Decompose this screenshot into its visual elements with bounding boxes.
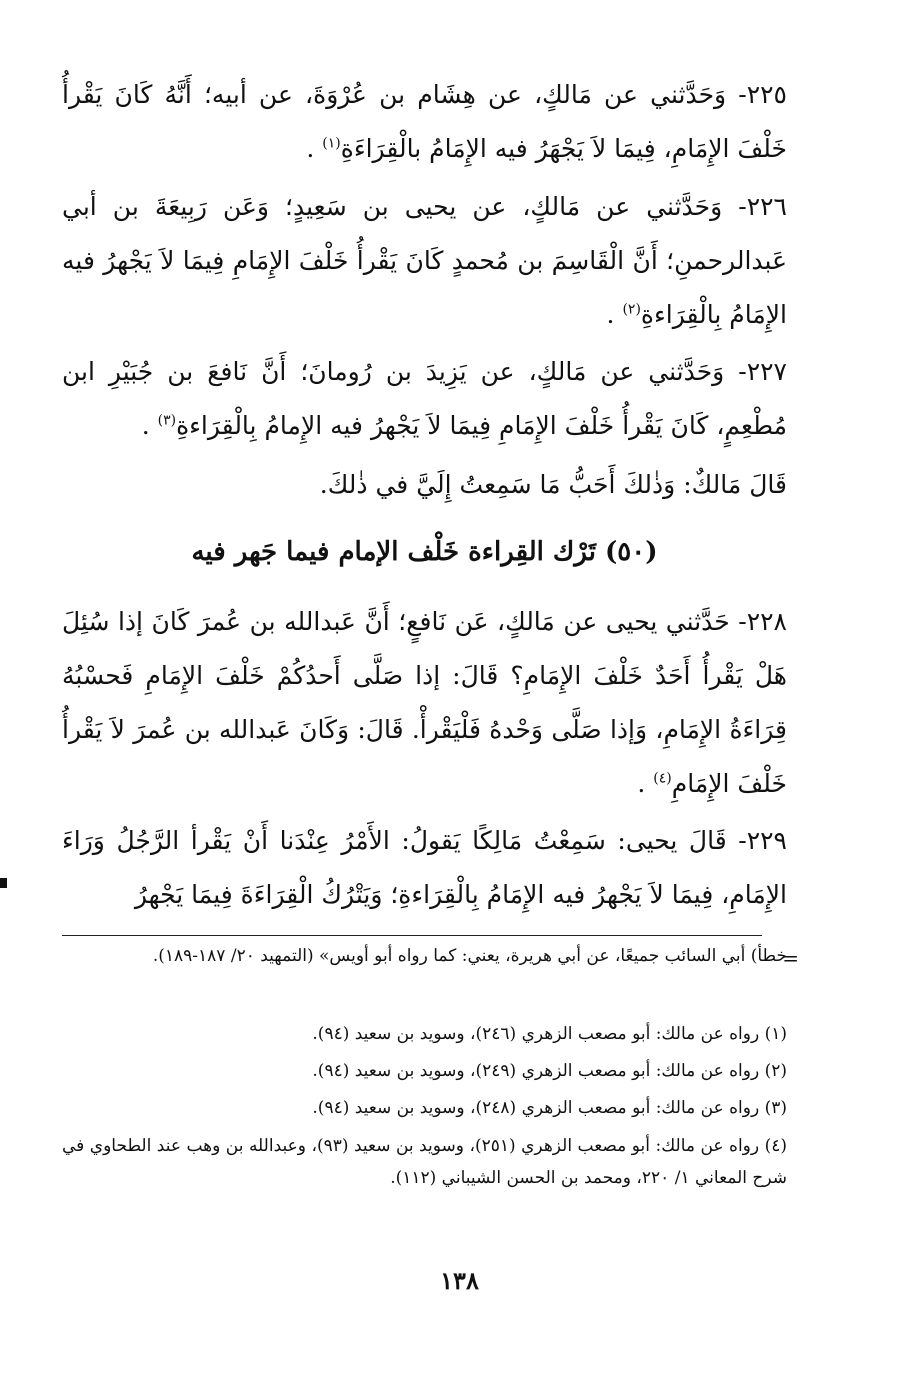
chapter-heading: (٥٠) تَرْك القِراءة خَلْف الإمام فيما جَهر فيه (191, 537, 658, 567)
hadith-228-end: . (637, 769, 654, 798)
footnote-continuation: خطأ) أبي السائب جميعًا، عن أبي هريرة، يعني: كما رواه أبو أويس» (التمهيد ٢٠/ ١٨٧-١٨٩). (152, 946, 787, 966)
hadith-225 (62, 68, 787, 176)
footnote-divider (62, 935, 762, 936)
malik-comment (62, 458, 787, 512)
footnote-3: (٣) رواه عن مالك: أبو مصعب الزهري (٢٤٨)، وسويد بن سعيد (٩٤). (312, 1098, 787, 1118)
margin-mark (0, 878, 7, 888)
hadith-229 (62, 814, 787, 922)
hadith-228-text: ٢٢٨- حَدَّثني يحيى عن مَالكٍ، عَن نَافعٍ؛ أَنَّ عَبدالله بن عُمرَ كَانَ إذا سُئِلَ هَلْ يَقْرأُ أَحَدٌ خَلْفَ الإِمَامِ؟ قَالَ: إذا صَلَّى أَحدُكُمْ خَلْفَ الإِمَامِ فَحسْبُهُ قِرَاءَةُ الإِمَامِ، وَإذا صَلَّى وَحْدهُ فَلْيَقْرأْ. قَالَ: وَكَانَ عَبدالله بن عُمرَ لاَ يَقْرأُ خَلْفَ الإِمَامِ (62, 607, 787, 798)
hadith-227-end: . (141, 411, 158, 440)
hadith-225-text: ٢٢٥- وَحَدَّثني عن مَالكٍ، عن هِشَام بن عُرْوَةَ، عن أبيه؛ أَنَّهُ كَانَ يَقْرأُ خَلْفَ الإِمَامِ، فِيمَا لاَ يَجْهَرُ فيه الإِمَامُ بالْقِرَاءَةِ (62, 80, 787, 163)
hadith-227-text: ٢٢٧- وَحَدَّثني عن مَالكٍ، عن يَزِيدَ بن رُومانَ؛ أَنَّ نَافعَ بن جُبَيْرِ ابن مُطْعِمٍ، كَانَ يَقْرأُ خَلْفَ الإِمَامِ فِيمَا لاَ يَجْهرُ فيه الإِمامُ بِالْقِرَاءةِ (62, 357, 787, 440)
hadith-227 (62, 345, 787, 453)
continuation-marker: = (782, 946, 799, 970)
hadith-226-text: ٢٢٦- وَحَدَّثني عن مَالكٍ، عن يحيى بن سَعِيدٍ؛ وَعَن رَبِيعَةَ بن أبي عَبدالرحمنِ؛ أَنَّ الْقَاسِمَ بن مُحمدٍ كَانَ يَقْرأُ خَلْفَ الإِمَامِ فِيمَا لاَ يَجْهرُ فيه الإِمَامُ بِالْقِرَاءةِ (62, 192, 787, 329)
footnote-ref-2[interactable]: (٢) (622, 301, 641, 318)
hadith-229-text: ٢٢٩- قَالَ يحيى: سَمِعْتُ مَالِكًا يَقولُ: الأَمْرُ عِنْدَنا أَنْ يَقْرأ الرَّجُلُ وَرَاءَ الإِمَامِ، فِيمَا لاَ يَجْهرُ فيه الإِمَامُ بِالْقِرَاءةِ؛ وَيَتْرُكُ الْقِرَاءَةَ فِيمَا يَجْهرُ (62, 826, 787, 909)
hadith-228 (62, 595, 787, 811)
hadith-226-end: . (606, 300, 623, 329)
malik-comment-text: قَالَ مَالكٌ: وَذٰلكَ أَحَبُّ مَا سَمِعتُ إِلَيَّ في ذٰلكَ. (319, 470, 787, 499)
footnote-ref-3[interactable]: (٣) (157, 412, 177, 429)
footnote-4: (٤) رواه عن مالك: أبو مصعب الزهري (٢٥١)، وسويد بن سعيد (٩٣)، وعبدالله بن وهب عند الطحاوي في شرح المعاني ١/ ٢٢٠، ومحمد بن الحسن الشيباني (١١٢). (62, 1136, 787, 1188)
footnote-ref-4[interactable]: (٤) (653, 770, 672, 787)
hadith-225-end: . (306, 134, 323, 163)
hadith-226 (62, 180, 787, 342)
footnote-1: (١) رواه عن مالك: أبو مصعب الزهري (٢٤٦)، وسويد بن سعيد (٩٤). (312, 1024, 787, 1044)
footnote-ref-1[interactable]: (١) (322, 135, 341, 152)
footnote-2: (٢) رواه عن مالك: أبو مصعب الزهري (٢٤٩)، وسويد بن سعيد (٩٤). (312, 1061, 787, 1081)
page-number: ١٣٨ (440, 1266, 479, 1295)
